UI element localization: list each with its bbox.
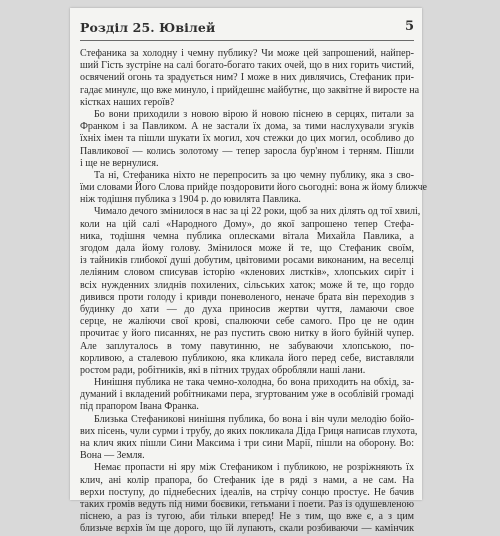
text-line: ніж тодішня публика з 1904 р. до ювилята Павлика. [80,194,301,206]
text-line: Немає пропасти ні яру між Стефаником і публикою, не розріжняють їх [94,462,414,474]
text-line: Але заплуталось в тому павутинню, не забуваючи хлопською, по- [80,340,414,352]
text-line: ший Гість зустріне на салі богато-богато таких очей, що в них горить чистий, [80,60,414,72]
text-line: ника, тодішня чемна публика оплесками вітала Михайла Павлика, а [80,230,414,242]
text-line: верхи поступу, до піднебесних ідеалів, на стрічу сонцю простує. Не бачив [80,486,414,498]
text-line: вих пісень, чули сурми і трубу, до яких покликала Діда Гриця написав глухота, [80,425,418,437]
text-line: їми словами Його Слова прийде поздоровити його сьогодні: вона ж йому ближче [80,182,427,194]
text-line: прочитає у його писаннях, не раз пустить свою нитку в його буйній чупер. [80,328,414,340]
chapter-title: Розділ 25. Ювілей [80,20,216,35]
text-line: близьче вєрхів їм ще дорого, що їй лупають, скали розбиваючи — камінчик [80,523,414,535]
text-line: Чимало дечого змінилося в нас за ці 22 роки, щоб за них ділять од тої хвилі, [94,206,421,218]
text-line: корливою, а сталевою публикою, яка кликала його перед себе, виставляли [80,352,414,364]
text-line: думаний і вкладений робітниками пера, згуртованим уже в особлівій громаді [80,389,414,401]
text-line: всіх нужденних злиднів похилених, сільських хаток; може й те, що гордо [80,279,414,291]
text-line: таких громів ведуть під ними боєвики, гетьмани і поети. Раз із одушевленою [80,498,414,510]
text-line: клич, ані колір прапора, бо Стефаник іде в ряді з нами, а не сам. На [80,474,414,486]
text-line: Бо вони приходили з новою вірою й новою піснею в серцях, питали за [94,108,414,120]
body-text [80,48,427,535]
text-line: будинку до хати — до духа приносив жертви чуття, ламаючи свое [80,303,414,315]
text-line: Та ні, Стефаника ніхто не перепросить за цю чемну публику, яка з сво- [94,169,414,181]
text-line: Стефаника за холодну і чемну публику? Чи може цей запрошений, найпер- [80,48,414,59]
text-line: Близька Стефаникові нинішня публика, бо вона і він чули мелодію бойо- [94,413,414,425]
text-line: гадає минулє, що вже минуло, і прийдешнє майбутнє, що заквітне й виросте на [80,84,420,96]
text-line: Франком і за Павликом. А не застали їх дома, за тими наслухували згуків [80,121,414,133]
text-line: їхніх імен та пішли шукати їх могил, хоч стежки до цих могил, особливо до [80,133,414,145]
page-number: 5 [404,19,414,34]
text-line: дивився проти голоду і кривди поневоленого, неначе брата він переходив з [80,291,414,303]
text-line: коли на цій салі «Народного Дому», до якої запрошено тепер Стефа- [80,218,414,230]
book-page [70,8,427,535]
text-line: Нинішня публика не така чемно-холодна, бо вона приходить на обхід, за- [94,377,414,389]
text-line: освячений огонь та зрадується ним? І може в них дивлячись, Стефаник при- [80,72,414,84]
text-line: серце, не жаліючи свої крові, спалюючи себе самого. Про це не один [80,316,414,328]
text-line: на клич яких пішли Сини Максима і три сини Марії, пішли на оборону. Во: [80,438,414,449]
text-line: піснею, а раз із тугою, аби тільки вперед! Не з тим, що вже є, а з цим [80,511,414,523]
text-line: ростом ради, робітників, які в пітних трудах обробляли наші лани. [80,364,366,376]
text-line: із тайників глибокої душі добутим, цвітовими росами виконаним, на веселці [80,255,414,267]
text-line: згодом дала йому голову. Змінилося може й те, що Стефаник своїм, [80,243,414,254]
text-line: кістках наших героїв? [80,96,175,108]
text-line: леліяним словом списував історію «кленових листків», хлопських сиріт і [80,267,414,279]
text-line: під прапором Івана Франка. [80,401,199,413]
text-line: і ще не вернулися. [80,157,159,169]
text-line: Павликової — колись золотому — тепер заросла бур'яном і терням. Пішли [80,145,414,157]
text-line: Вона — Земля. [80,450,145,462]
running-header [80,18,414,41]
